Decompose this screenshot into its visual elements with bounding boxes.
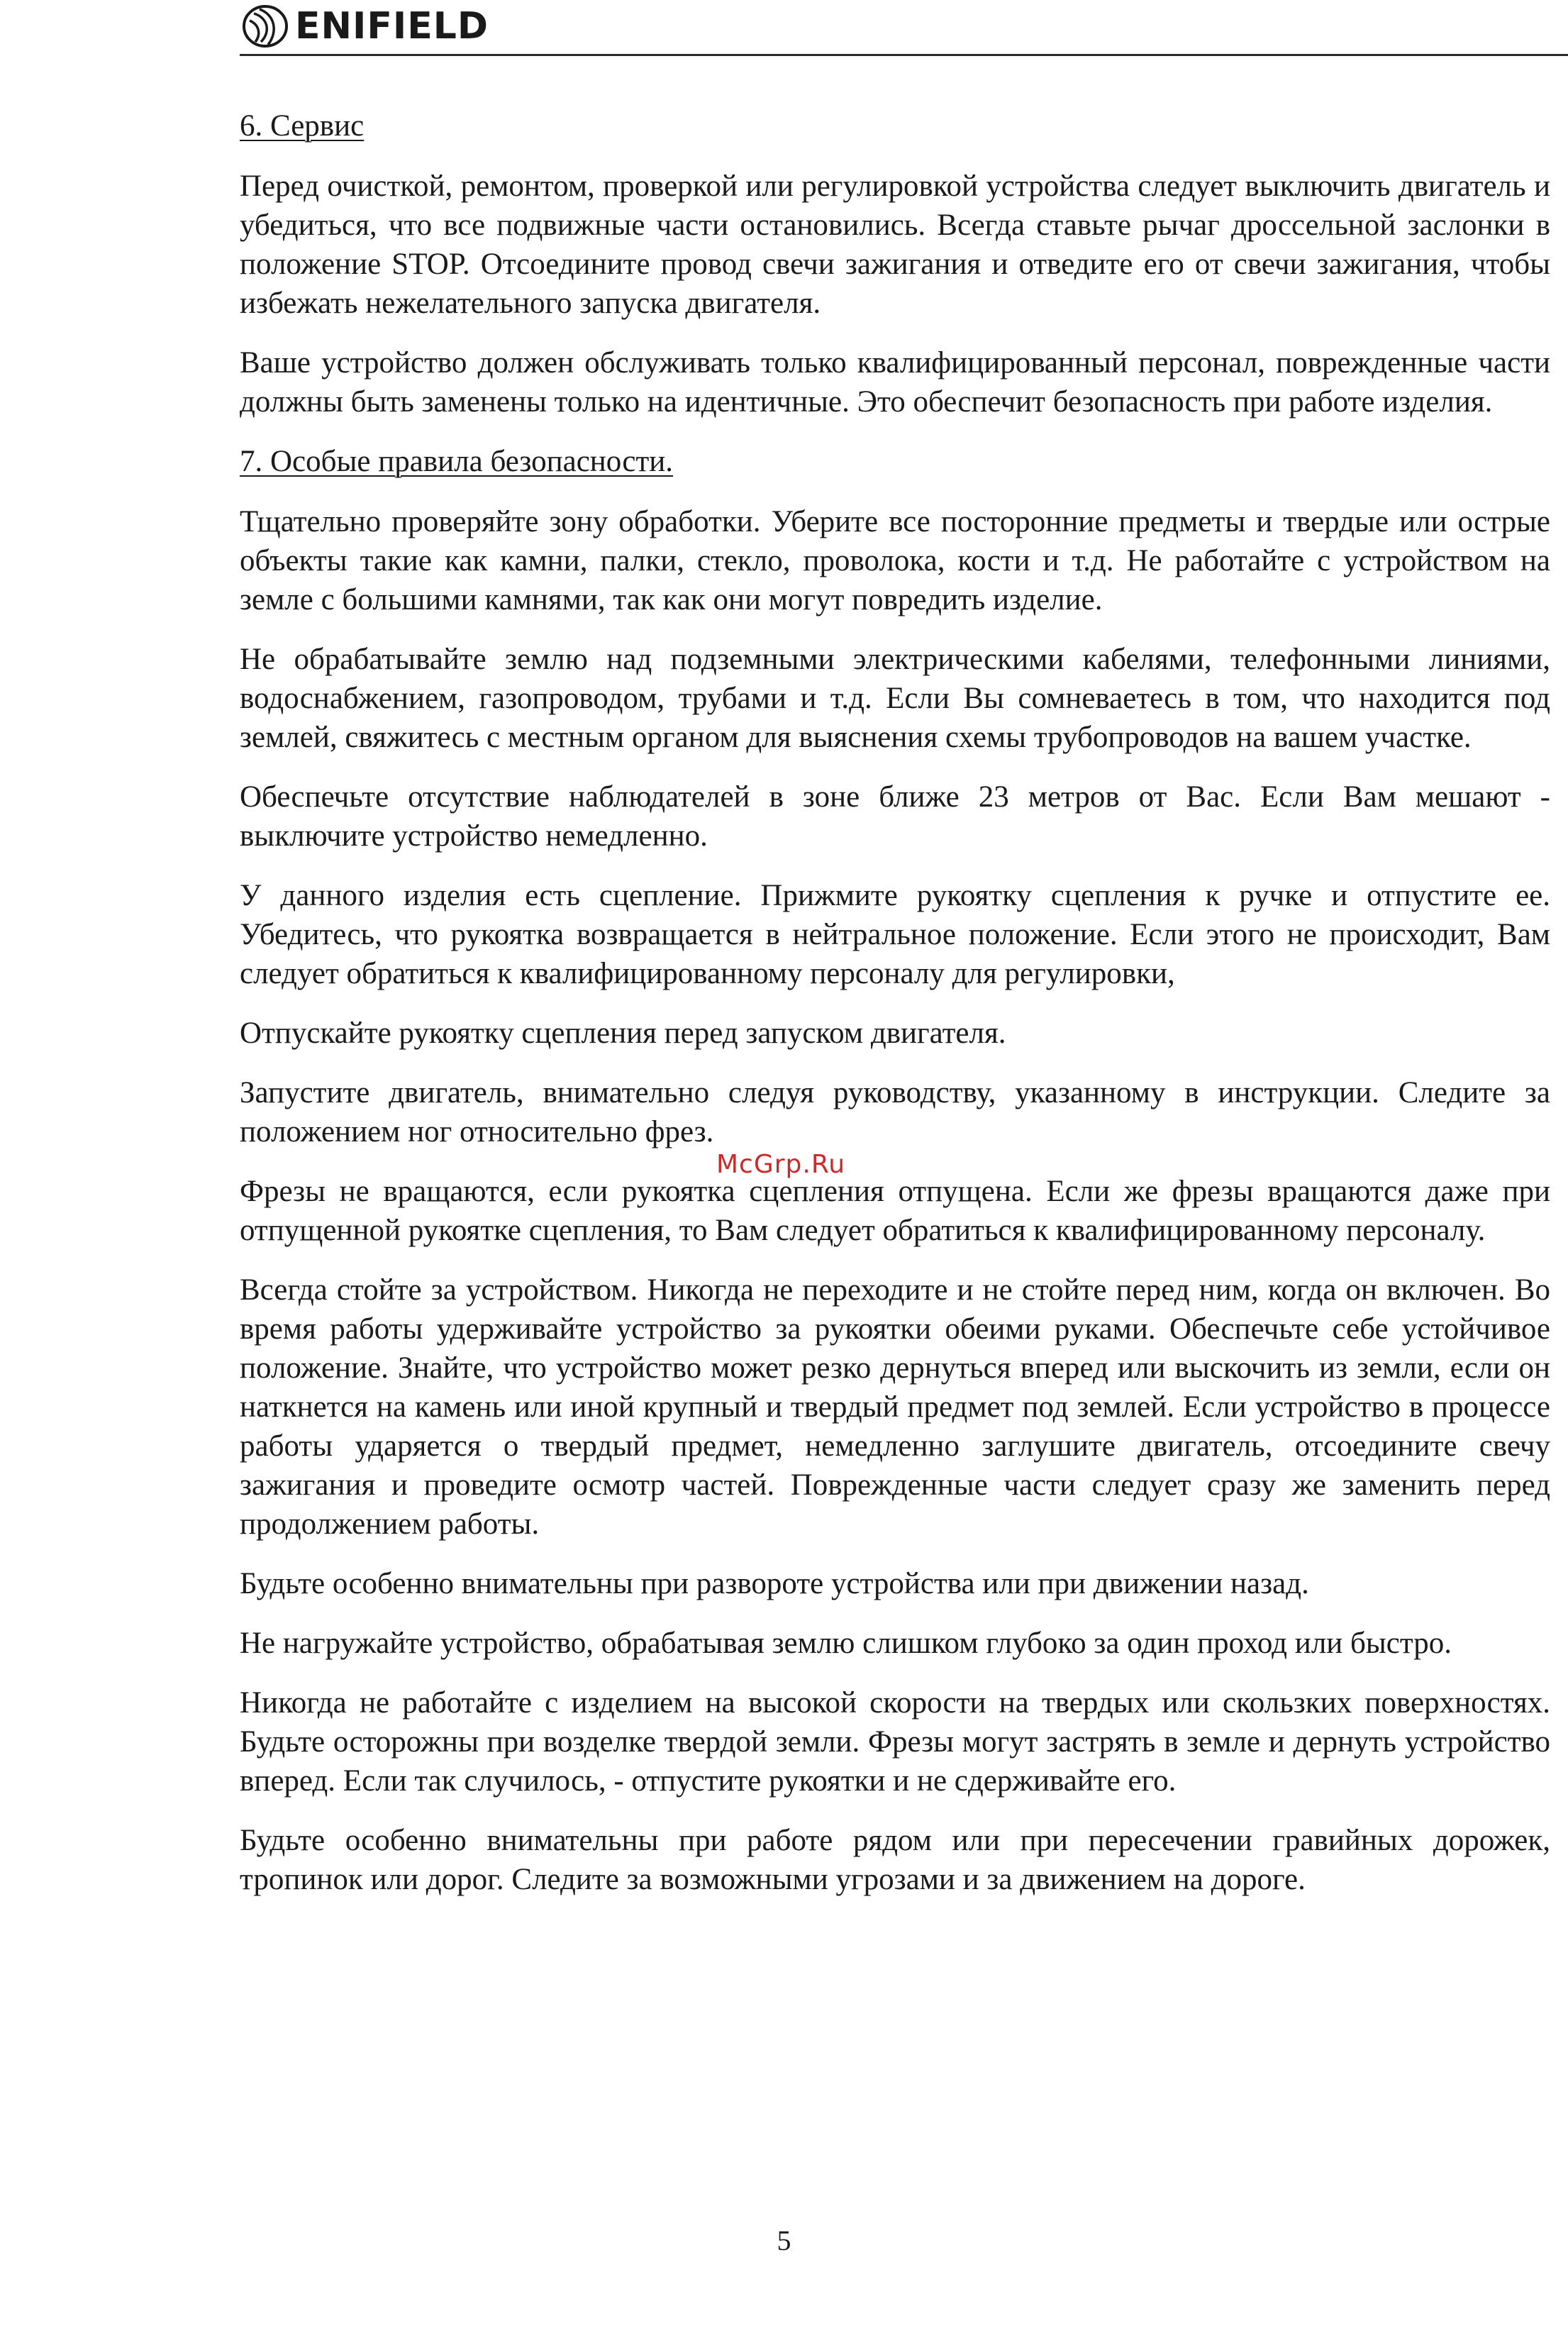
section-title: 7. Особые правила безопасности.: [240, 445, 674, 478]
paragraph: Перед очисткой, ремонтом, проверкой или регулировкой устройства следует выключить двигатель и убедиться, что все подвижные части остановились. Всегда ставьте рычаг дроссельной заслонки в положение STOP. Отсоедините провод свечи зажигания и отведите его от свечи зажигания, чтобы избежать нежелательного запуска двигателя.: [240, 170, 1550, 320]
paragraph: Обеспечьте отсутствие наблюдателей в зоне ближе 23 метров от Вас. Если Вам мешают - выключите устройство немедленно.: [240, 780, 1550, 853]
paragraph: Всегда стойте за устройством. Никогда не переходите и не стойте перед ним, когда он включен. Во время работы удерживайте устройство за рукоятки обеими руками. Обеспечьте себе устойчивое положение. Знайте, что устройство может резко дернуться вперед или выскочить из земли, если он наткнется на камень или иной крупный и твердый предмет под землей. Если устройство в процессе работы ударяется о твердый предмет, немедленно заглушите двигатель, отсоедините свечу зажигания и проведите осмотр частей. Поврежденные части следует сразу же заменить перед продолжением работы.: [240, 1273, 1550, 1541]
section-safety-rules: [240, 442, 1550, 1899]
page-number: 5: [777, 2225, 791, 2257]
enifield-logo-icon: [240, 4, 291, 49]
watermark: McGrp.Ru: [716, 1150, 846, 1179]
paragraph: Не обрабатывайте землю над подземными электрическими кабелями, телефонными линиями, водоснабжением, газопроводом, трубами и т.д. Если Вы сомневаетесь в том, что находится под землей, свяжитесь с местным органом для выяснения схемы трубопроводов на вашем участке.: [240, 643, 1550, 754]
paragraph: Будьте особенно внимательны при работе рядом или при пересечении гравийных дорожек, тропинок или дорог. Следите за возможными угрозами и за движением на дороге.: [240, 1824, 1550, 1896]
page-header: [240, 0, 1568, 58]
paragraph: Отпускайте рукоятку сцепления перед запуском двигателя.: [240, 1017, 1006, 1050]
paragraph: Будьте особенно внимательны при развороте устройства или при движении назад.: [240, 1567, 1309, 1600]
paragraph: Не нагружайте устройство, обрабатывая землю слишком глубоко за один проход или быстро.: [240, 1627, 1452, 1660]
paragraph: Фрезы не вращаются, если рукоятка сцепления отпущена. Если же фрезы вращаются даже при отпущенной рукоятке сцепления, то Вам следует обратиться к квалифицированному персоналу.: [240, 1175, 1550, 1247]
paragraph: Ваше устройство должен обслуживать только квалифицированный персонал, поврежденные части должны быть заменены только на идентичные. Это обеспечит безопасность при работе изделия.: [240, 346, 1550, 419]
header-divider: [240, 54, 1568, 56]
section-title: 6. Сервис: [240, 109, 365, 143]
paragraph: Никогда не работайте с изделием на высокой скорости на твердых или скользких поверхностях. Будьте осторожны при возделке твердой земли. Фрезы могут застрять в земле и дернуть устройство вперед. Если так случилось, - отпустите рукоятки и не сдерживайте его.: [240, 1686, 1550, 1798]
paragraph: Запустите двигатель, внимательно следуя руководству, указанному в инструкции. Следите за положением ног относительно фрез.: [240, 1076, 1550, 1148]
paragraph: У данного изделия есть сцепление. Прижмите рукоятку сцепления к ручке и отпустите ее. Убедитесь, что рукоятка возвращается в нейтральное положение. Если этого не происходит, Вам следует обратиться к квалифицированному персоналу для регулировки,: [240, 879, 1550, 990]
paragraph: Тщательно проверяйте зону обработки. Уберите все посторонние предметы и твердые или острые объекты такие как камни, палки, стекло, проволока, кости и т.д. Не работайте с устройством на земле с большими камнями, так как они могут повредить изделие.: [240, 505, 1550, 616]
brand-logo: [240, 4, 489, 49]
section-service: [240, 106, 1550, 421]
document-body: [240, 106, 1550, 1920]
brand-name: ENIFIELD: [295, 5, 489, 48]
